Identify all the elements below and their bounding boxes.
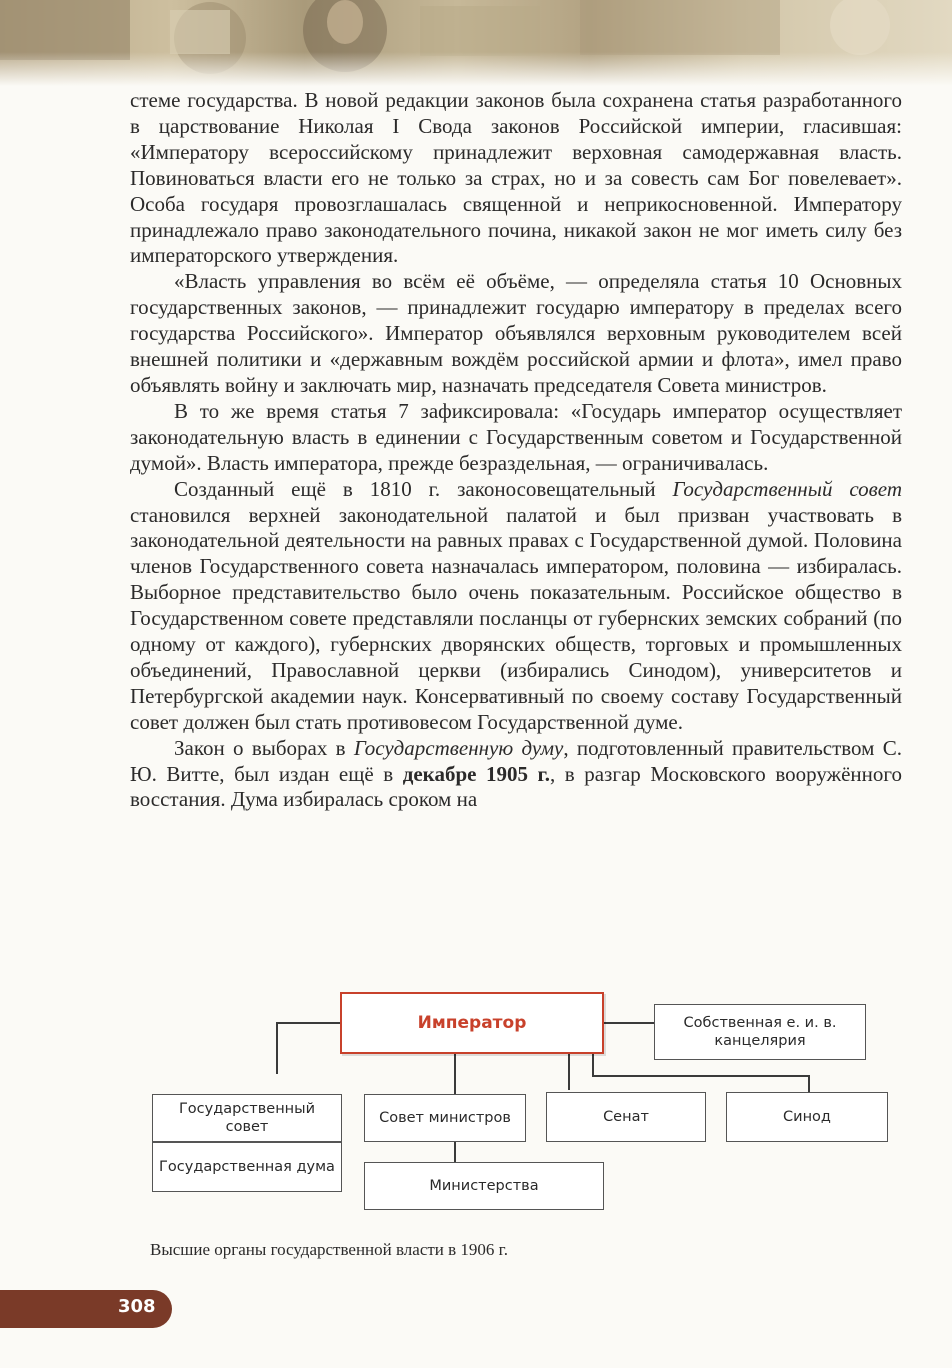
- senate-box: Сенат: [546, 1092, 706, 1142]
- page-number: 308: [118, 1296, 156, 1317]
- term-state-duma: Государственную думу: [353, 735, 564, 760]
- state-council-box: Государственный совет: [152, 1094, 342, 1142]
- header-banner: [0, 0, 952, 86]
- connector: [592, 1075, 810, 1077]
- header-illustration: [0, 0, 952, 86]
- text-run: становился верхней законодательной палатой и был призван участвовать в законодательной деятельности на равных правах с Государственной думой. Половина членов Государственного совета назначалась императором, половина — избиралась. Выборное представительство было очень показательным. Российское общество в Государственном совете представляли посланцы от губернских земских собраний (по одному от каждого), губернских дворянских обществ, торговых и промышленных объединений, Православной церкви (избирались Синодом), университетов и Петербургской академии наук. Консервативный по своему составу Государственный совет должен был стать противовесом Государственной думе.: [130, 502, 902, 734]
- connector: [454, 1054, 456, 1094]
- chancellery-box: Собственная е. и. в. канцелярия: [654, 1004, 866, 1060]
- synod-box: Синод: [726, 1092, 888, 1142]
- text-run: Закон о выборах в: [174, 735, 354, 760]
- text-run: Созданный ещё в 1810 г. законосовещательный: [174, 476, 673, 501]
- connector: [808, 1075, 810, 1093]
- ministries-box: Министерства: [364, 1162, 604, 1210]
- paragraph: «Власть управления во всём её объёме, — определяла статья 10 Основных государственных законов, — принадлежит государю императору в пределах всего государства Российского». Император объявлялся верховным руководителем всей внешней политики и «державным вождём российской армии и флота», имел право объявлять войну и заключать мир, назначать председателя Совета министров.: [130, 269, 902, 397]
- connector: [592, 1054, 594, 1076]
- text-run: , в разгар Московского вооружённого восстания. Дума избиралась сроком на: [130, 761, 902, 812]
- figure-caption: Высшие органы государственной власти в 1906 г.: [150, 1240, 508, 1259]
- state-duma-box: Государственная дума: [152, 1142, 342, 1192]
- connector: [604, 1022, 654, 1024]
- connector: [568, 1054, 570, 1090]
- connector: [276, 1022, 278, 1074]
- council-of-ministers-box: Совет министров: [364, 1094, 526, 1142]
- emperor-box: Император: [340, 992, 604, 1054]
- paragraph: [130, 736, 902, 814]
- government-diagram: [0, 980, 952, 1220]
- term-state-council: Государственный совет: [672, 476, 902, 501]
- connector: [276, 1022, 340, 1024]
- connector: [454, 1140, 456, 1162]
- text-run: , подготовленный правительством С. Ю. Витте, был издан ещё в: [130, 735, 902, 786]
- paragraph: стеме государства. В новой редакции законов была сохранена статья разработанного в царствование Николая I Свода законов Российской империи, гласившая: «Императору всероссийскому принадлежит верховная самодержавная власть. Повиноваться власти его не только за страх, но и за совесть сам Бог повелевает». Особа государя провозглашалась священной и неприкосновенной. Императору принадлежало право законодательного почина, никакой закон не мог иметь силу без императорского утверждения.: [130, 88, 902, 268]
- body-text: [130, 88, 902, 813]
- paragraph: [130, 477, 902, 736]
- paragraph: В то же время статья 7 зафиксировала: «Государь император осуществляет законодательную власть в единении с Государственным советом и Государственной думой». Власть императора, прежде безраздельная, — ограничивалась.: [130, 398, 902, 475]
- date-highlight: декабре 1905 г.: [402, 761, 550, 786]
